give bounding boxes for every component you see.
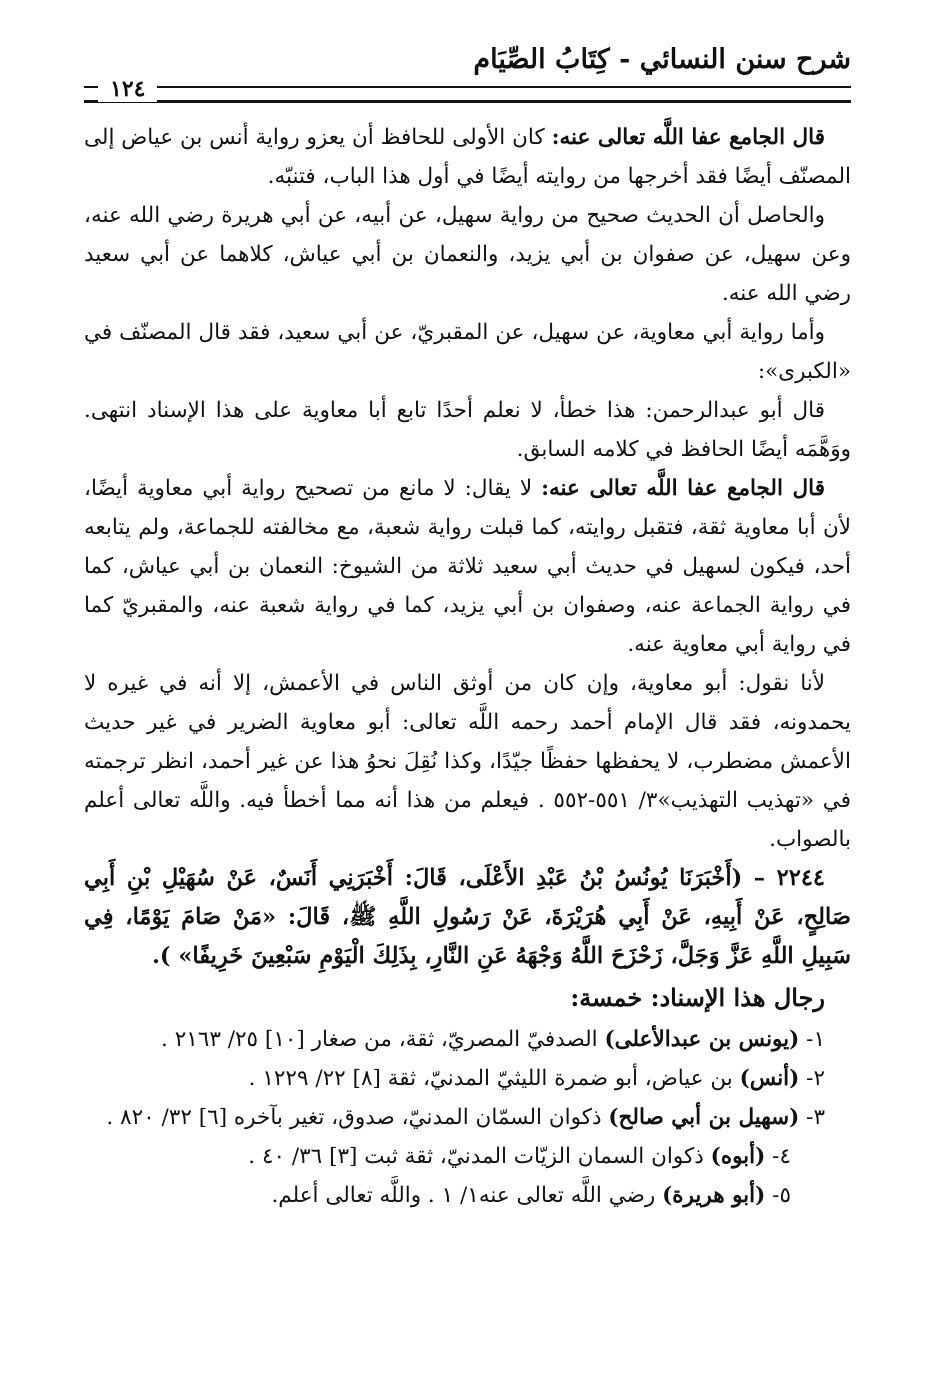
paragraph-text: والحاصل أن الحديث صحيح من رواية سهيل، عن أبيه، عن أبي هريرة رضي الله عنه، وعن سهيل، عن صفوان بن أبي يزيد، والنعمان بن أبي عياش، كلاهما عن أبي سعيد رضي الله عنه. bbox=[84, 203, 851, 306]
section-heading: رجال هذا الإسناد: خمسة: bbox=[570, 983, 825, 1012]
narrator-item bbox=[84, 1137, 851, 1176]
paragraph bbox=[84, 118, 851, 196]
narrator-list bbox=[84, 1020, 851, 1215]
narrator-name: (يونس بن عبدالأعلى) bbox=[604, 1027, 800, 1052]
paragraph-text: قال أبو عبدالرحمن: هذا خطأ، لا نعلم أحدًا تابع أبا معاوية على هذا الإسناد انتهى. ووَهَّمَه أيضًا الحافظ في كلامه السابق. bbox=[84, 398, 851, 462]
header-rule-thick bbox=[84, 100, 851, 103]
narrator-number: ٣- bbox=[799, 1105, 825, 1130]
narrator-number: ٤- bbox=[765, 1144, 791, 1169]
narrator-name: (أبوه) bbox=[710, 1144, 766, 1169]
narrator-number: ١- bbox=[799, 1027, 825, 1052]
page-body bbox=[84, 118, 851, 1215]
narrator-name: (سهيل بن أبي صالح) bbox=[608, 1105, 800, 1130]
running-title: شرح سنن النسائي - كِتَابُ الصِّيَام bbox=[473, 44, 851, 75]
narrator-number: ٥- bbox=[765, 1183, 791, 1208]
narrator-name: (أبو هريرة) bbox=[662, 1183, 766, 1208]
narrator-item bbox=[84, 1176, 851, 1215]
narrator-item bbox=[84, 1059, 851, 1098]
paragraph bbox=[84, 469, 851, 664]
narrator-detail: ذكوان السمّان المدنيّ، صدوق، تغير بآخره [٦] ٣٢/ ٨٢٠ . bbox=[106, 1105, 609, 1130]
hadith-text: ٢٢٤٤ – (أَخْبَرَنَا يُونُسُ بْنُ عَبْدِ الأَعْلَى، قَالَ: أَخْبَرَنِي أَنَسٌ، عَنْ سُهَيْلِ بْنِ أَبِي صَالِحٍ، عَنْ أَبِيهِ، عَنْ أَبِي هُرَيْرَةَ، عَنْ رَسُولِ اللَّهِ ﷺ، قَالَ: «مَنْ صَامَ يَوْمًا، فِي سَبِيلِ اللَّهِ عَزَّ وَجَلَّ، زَحْزَحَ اللَّهُ وَجْهَهُ عَنِ النَّارِ، بِذَلِكَ الْيَوْمِ سَبْعِينَ خَرِيفًا» ). bbox=[84, 865, 851, 969]
narrator-detail: ذكوان السمان الزيّات المدنيّ، ثقة ثبت [٣] ٣٦/ ٤٠ . bbox=[248, 1144, 711, 1169]
paragraph bbox=[84, 664, 851, 859]
paragraph bbox=[84, 391, 851, 469]
narrator-detail: الصدفيّ المصريّ، ثقة، من صغار [١٠] ٢٥/ ٢١٦٣ . bbox=[161, 1027, 605, 1052]
paragraph bbox=[84, 196, 851, 313]
narrator-number: ٢- bbox=[799, 1066, 825, 1091]
paragraph-text: وأما رواية أبي معاوية، عن سهيل، عن المقبريّ، عن أبي سعيد، فقد قال المصنّف في «الكبرى»: bbox=[84, 320, 851, 384]
page-number: ١٢٤ bbox=[98, 76, 157, 102]
paragraph-lead: قال الجامع عفا اللَّه تعالى عنه: bbox=[541, 476, 825, 501]
paragraph-lead: قال الجامع عفا اللَّه تعالى عنه: bbox=[551, 125, 825, 150]
paragraph-text: لا يقال: لا مانع من تصحيح رواية أبي معاوية أيضًا، لأن أبا معاوية ثقة، فتقبل روايته، كما قبلت رواية شعبة، مع مخالفته للجماعة، ولم يتابعه أحد، فيكون لسهيل في حديث أبي سعيد ثلاثة من الشيوخ: النعمان بن أبي عياش، كما في رواية الجماعة عنه، وصفوان بن أبي يزيد، كما في رواية شعبة عنه، والمقبريّ كما في رواية أبي معاوية عنه. bbox=[84, 476, 851, 657]
paragraph-text: لأنا نقول: أبو معاوية، وإن كان من أوثق الناس في الأعمش، إلا أنه في غيره لا يحمدونه، فقد قال الإمام أحمد رحمه اللَّه تعالى: أبو معاوية الضرير في غير حديث الأعمش مضطرب، لا يحفظها حفظًا جيّدًا، وكذا نُقِلَ نحوُ هذا عن غير أحمد، انظر ترجمته في «تهذيب التهذيب»٣/ ٥٥١-٥٥٢ . فيعلم من هذا أنه مما أخطأ فيه. واللَّه تعالى أعلم بالصواب. bbox=[84, 671, 851, 852]
page-header bbox=[84, 38, 851, 108]
paragraph-text: كان الأولى للحافظ أن يعزو رواية أنس بن عياض إلى المصنّف أيضًا فقد أخرجها من روايته أيضًا في أول هذا الباب، فتنبّه. bbox=[84, 125, 851, 189]
narrator-item bbox=[84, 1020, 851, 1059]
narrator-item bbox=[84, 1098, 851, 1137]
header-rule-thin bbox=[84, 86, 851, 88]
narrator-detail: رضي اللَّه تعالى عنه١/ ١ . واللَّه تعالى أعلم. bbox=[271, 1183, 663, 1208]
paragraph bbox=[84, 313, 851, 391]
narrator-detail: بن عياض، أبو ضمرة الليثيّ المدنيّ، ثقة [٨] ٢٢/ ١٢٢٩ . bbox=[248, 1066, 740, 1091]
narrator-name: (أنس) bbox=[739, 1066, 800, 1091]
